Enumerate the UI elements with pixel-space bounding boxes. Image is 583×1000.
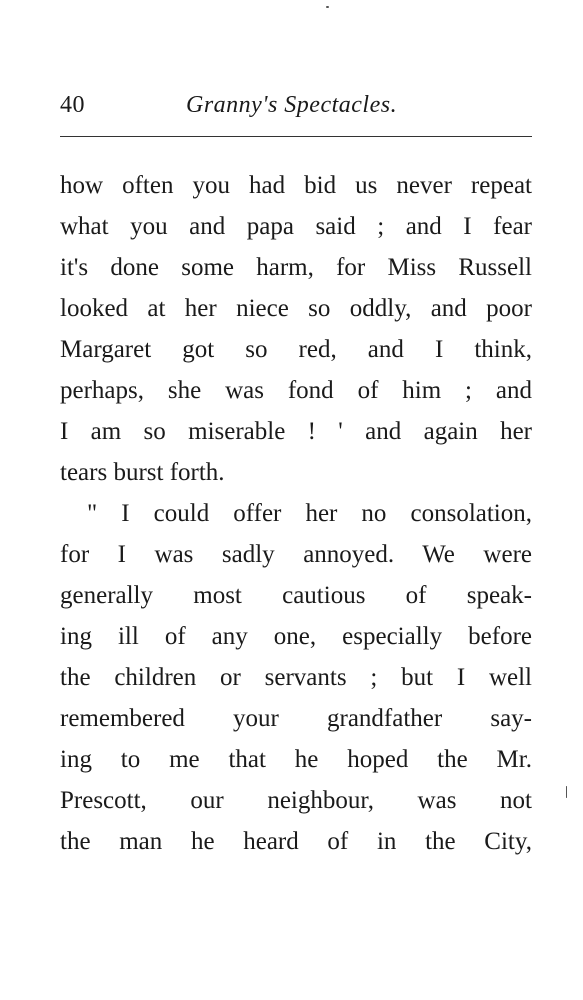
text-line: what you and papa said ; and I fear — [60, 213, 532, 240]
text-line: tears burst forth. — [60, 459, 225, 486]
running-title: Granny's Spectacles. — [186, 92, 398, 118]
text-line: generally most cautious of speak- — [60, 582, 532, 609]
text-line: looked at her niece so oddly, and poor — [60, 295, 532, 322]
print-speck — [566, 786, 567, 798]
text-line: for I was sadly annoyed. We were — [60, 541, 532, 568]
text-line: I am so miserable ! ' and again her — [60, 418, 532, 445]
text-line: Margaret got so red, and I think, — [60, 336, 532, 363]
text-line: the children or servants ; but I well — [60, 664, 532, 691]
text-line: ing to me that he hoped the Mr. — [60, 746, 532, 773]
print-speck — [326, 6, 329, 8]
text-line: Prescott, our neighbour, was not — [60, 787, 532, 814]
text-line: how often you had bid us never repeat — [60, 172, 532, 199]
text-line: it's done some harm, for Miss Russell — [60, 254, 532, 281]
text-line: perhaps, she was fond of him ; and — [60, 377, 532, 404]
text-line: " I could offer her no consolation, — [87, 500, 532, 527]
header-rule — [60, 136, 532, 137]
page-header — [60, 92, 532, 128]
text-line: ing ill of any one, especially before — [60, 623, 532, 650]
body-text — [60, 165, 532, 862]
text-line: the man he heard of in the City, — [60, 828, 532, 855]
page-number: 40 — [60, 92, 85, 118]
text-line: remembered your grandfather say- — [60, 705, 532, 732]
